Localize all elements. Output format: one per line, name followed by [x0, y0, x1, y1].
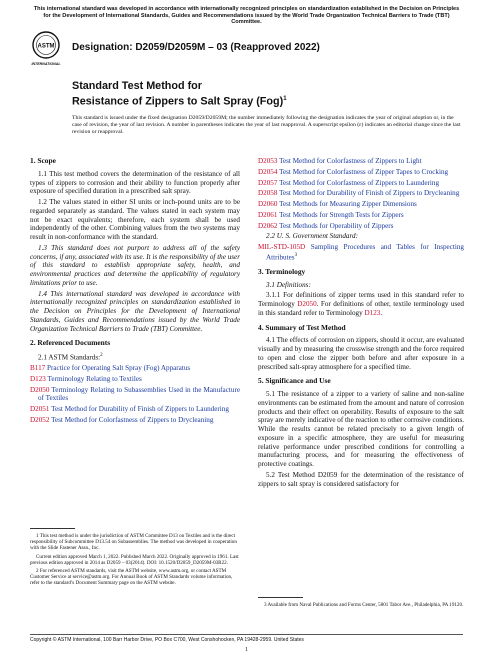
designation: Designation: D2059/D2059M – 03 (Reapproved 2022)	[72, 42, 320, 53]
reference-d2060[interactable]: D2060 Test Methods for Measuring Zipper Dimensions	[258, 200, 417, 208]
tbt-notice: This international standard was developed in accordance with internationally recognized principles on standardization established in the Decision on Principles for the Development of International Standards, Guides and Recommendations issued by the World Trade Organization Technical Barriers to Trade (TBT) Committee.	[33, 6, 460, 26]
left-column	[30, 153, 240, 427]
footnote-1-edition: Current edition approved March 1, 2022. Published March 2022. Originally approved in 1961. Last previous edition approved in 2014 as D2059 – 03(2014). DOI: 10.1520/D2059_D2059M-03R22.	[30, 553, 239, 566]
astm-logo-icon	[30, 30, 62, 68]
reference-d123[interactable]: D123 Terminology Relating to Textiles	[30, 374, 142, 383]
paragraph-5-2: 5.2 Test Method D2059 for the determination of the resistance of zippers to salt spray is considered satisfactory for	[258, 470, 464, 488]
reference-d2052[interactable]: D2052 Test Method for Colorfastness of Zippers to Drycleaning	[30, 415, 214, 424]
reference-mil-std-105d[interactable]: MIL-STD-105D Sampling Procedures and Tables for Inspecting Attributes$^3$	[258, 243, 464, 262]
reference-d2062[interactable]: D2062 Test Methods for Operability of Zippers	[258, 221, 394, 230]
reference-b117[interactable]: B117 Practice for Operating Salt Spray (Fog) Apparatus	[30, 364, 191, 373]
left-footnotes	[30, 528, 242, 589]
link-d123[interactable]: D123	[364, 308, 381, 317]
section-heading-scope: 1. Scope	[30, 156, 56, 165]
copyright-footer: Copyright © ASTM International, 100 Barr Harbor Drive, PO Box C700, West Conshohocken, PA 19428-2959. United States	[30, 634, 463, 643]
footnote-2: 2 For referenced ASTM standards, visit the ASTM website, www.astm.org, or contact ASTM Customer Service at service@astm.org. For Annual Book of ASTM Standards volume information, refer to the standard’s Document Summary page on the ASTM website.	[30, 568, 233, 587]
reference-d2051[interactable]: D2051 Test Method for Durability of Finish of Zippers to Laundering	[30, 405, 229, 414]
reference-d2058[interactable]: D2058 Test Method for Durability of Finish of Zippers to Drycleaning	[258, 189, 460, 198]
logo-subtext: INTERNATIONAL	[31, 62, 61, 66]
paragraph-1-4: 1.4 This international standard was developed in accordance with internationally recognized principles on standardization established in the Decision on Principles for the Development of International Standards, Guides and Recommendations issued by the World Trade Organization Technical Barriers to Trade (TBT) Committee.	[30, 289, 240, 333]
footnote-divider	[30, 528, 75, 529]
right-column	[258, 157, 464, 490]
astm-standards-label: 2.1 ASTM Standards:$^2$	[38, 353, 103, 362]
paragraph-1-3: 1.3 This standard does not purport to address all of the safety concerns, if any, associated with its use. It is the responsibility of the user of this standard to establish appropriate safety, health, and environmental practices and determine the applicability of regulatory limitations prior to use.	[30, 243, 240, 287]
government-standard-label: 2.2 U. S. Government Standard:	[266, 232, 358, 241]
reference-d2053[interactable]: D2053 Test Method for Colorfastness of Zippers to Light	[258, 157, 422, 165]
paragraph-1-1: 1.1 This test method covers the determination of the resistance of all types of zippers to corrosion and their ability to function properly after exposure of specified duration in a prescribed salt spray.	[30, 169, 240, 196]
right-footnotes	[258, 597, 464, 608]
title-footnote-mark: 1	[283, 96, 287, 102]
footnote-3: 3 Available from Naval Publications and Forms Center, 5801 Tabor Ave., Philadelphia, PA 19120.	[264, 602, 464, 608]
page-number: 1	[245, 647, 248, 653]
footnote-1: 1 This test method is under the jurisdiction of ASTM Committee D13 on Textiles and is the direct responsibility of Subcommittee D13.54 on Subassemblies. The method was developed in cooperation with the Slide Fastener Assn., Inc.	[30, 533, 237, 552]
section-heading-summary: 4. Summary of Test Method	[258, 322, 346, 332]
title-line-1: Standard Test Method for	[72, 80, 202, 92]
issued-note: This standard is issued under the fixed designation D2059/D2059M; the number immediately following the designation indicates the year of original adoption or, in the case of revision, the year of last revision. A number in parentheses indicates the year of last reapproval. A superscript epsilon (ε) indicates an editorial change since the last revision or reapproval.	[72, 115, 461, 136]
paragraph-1-2: 1.2 The values stated in either SI units or inch-pound units are to be regarded separately as standard. The values stated in each system may not be exact equivalents; therefore, each system shall be used independently of the other. Combining values from the two systems may result in non-conformance with the standard.	[30, 198, 240, 241]
document-title	[72, 80, 287, 109]
section-heading-terminology: 3. Terminology	[258, 266, 306, 276]
section-heading-significance: 5. Significance and Use	[258, 376, 331, 386]
reference-d2057[interactable]: D2057 Test Method for Colorfastness of Zippers to Laundering	[258, 178, 440, 187]
paragraph-5-1: 5.1 The resistance of a zipper to a variety of saline and non-saline environments can be estimated from the amount and nature of corrosion products and their effect on operability. Results of exposure to the salt spray are merely indicative of the reaction to other corrosive conditions. While the results cannot be related precisely to a given length of exposure in a specific atmosphere, they are useful for measuring relative performance under prescribed conditions for controlling a manufacturing process, and for measuring the effectiveness of protective coatings.	[258, 390, 465, 469]
paragraph-4-1: 4.1 The effects of corrosion on zippers, should it occur, are evaluated visually and by measuring the crosswise strength and the force required to open and close the zipper both before and after exposure in a prescribed salt-spray atmosphere for a specified time.	[258, 336, 464, 371]
section-heading-referenced-documents: 2. Referenced Documents	[30, 338, 111, 348]
logo-text: ASTM	[37, 43, 55, 50]
link-d2050[interactable]: D2050	[297, 300, 317, 309]
reference-d2054[interactable]: D2054 Test Method for Colorfastness of Zipper Tapes to Crocking	[258, 167, 449, 176]
title-line-2: Resistance of Zippers to Salt Spray (Fog)$^1$	[72, 95, 287, 108]
reference-d2061[interactable]: D2061 Test Methods for Strength Tests for Zippers	[258, 210, 404, 219]
paragraph-3-1-1: 3.1.1 For definitions of zipper terms used in this standard refer to Terminology D2050. For definitions of other, textile terminology used in this standard refer to Terminology D123.	[258, 291, 464, 317]
reference-d2050[interactable]: D2050 Terminology Relating to Subassemblies Used in the Manufacture of Textiles	[30, 385, 240, 403]
footnote-divider	[258, 597, 303, 598]
definitions-label: 3.1 Definitions:	[266, 280, 311, 289]
